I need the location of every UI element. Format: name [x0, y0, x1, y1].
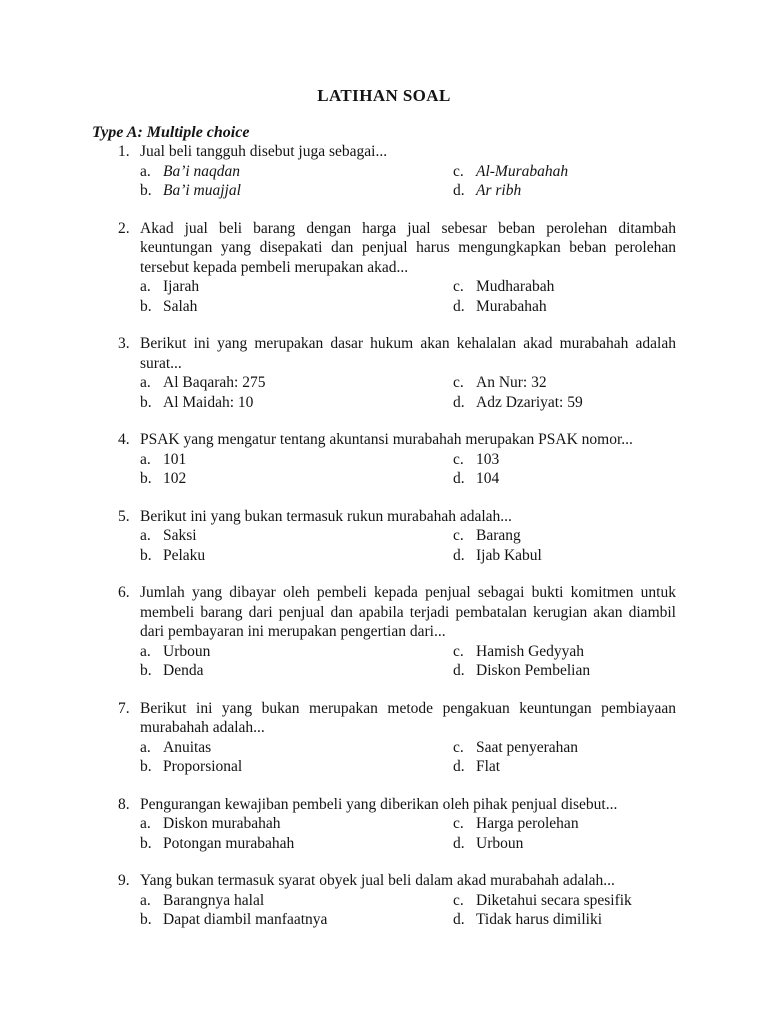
option-item: [140, 891, 453, 911]
question-item: [92, 871, 676, 930]
option-item: [453, 891, 676, 911]
option-letter: a.: [140, 162, 151, 180]
option-text: Urboun: [476, 834, 524, 852]
option-letter: c.: [453, 162, 464, 180]
option-letter: b.: [140, 297, 152, 315]
option-text: 104: [476, 470, 500, 487]
question-number: 6.: [118, 584, 130, 601]
question-row: [92, 219, 676, 278]
question-number: 3.: [118, 335, 130, 352]
option-letter: a.: [140, 450, 151, 468]
option-item: [453, 834, 676, 854]
option-letter: a.: [140, 374, 151, 391]
option-item: [140, 297, 453, 317]
option-item: [453, 526, 676, 546]
question-number: 7.: [118, 699, 130, 717]
option-text: Mudharabah: [476, 278, 555, 295]
option-item: [140, 450, 453, 470]
question-number: 1.: [118, 143, 130, 160]
option-letter: d.: [453, 182, 465, 199]
option-letter: d.: [453, 662, 465, 679]
option-text: Diskon murabahah: [163, 815, 281, 832]
option-text: Hamish Gedyyah: [476, 642, 585, 660]
option-item: [453, 393, 676, 413]
question-text: Pengurangan kewajiban pembeli yang diberikan oleh pihak penjual disebut...: [140, 795, 618, 813]
option-letter: d.: [453, 758, 465, 775]
option-item: [140, 469, 453, 489]
question-text: Jumlah yang dibayar oleh pembeli kepada penjual sebagai bukti komitmen untuk membeli barang dari penjual dan apabila terjadi pembatalan kerugian akan diambil dari pembayaran ini merupakan pengertian dari...: [140, 584, 676, 640]
question-text: PSAK yang mengatur tentang akuntansi murabahah merupakan PSAK nomor...: [140, 431, 633, 448]
option-text: Ijarah: [163, 278, 200, 295]
option-item: [140, 757, 453, 777]
option-text: Ba’i naqdan: [163, 162, 241, 180]
option-letter: c.: [453, 738, 464, 756]
question-number: 8.: [118, 795, 130, 813]
question-number: 2.: [118, 219, 130, 237]
option-letter: d.: [453, 911, 465, 928]
option-item: [453, 181, 676, 201]
section-heading: Type A: Multiple choice: [92, 123, 250, 141]
question-item: [92, 507, 676, 566]
option-item: [453, 661, 676, 681]
option-item: [140, 834, 453, 854]
option-letter: a.: [140, 527, 151, 544]
option-text: Denda: [163, 662, 204, 679]
option-letter: a.: [140, 278, 151, 295]
option-item: [453, 297, 676, 317]
option-item: [453, 546, 676, 566]
question-text: Akad jual beli barang dengan harga jual sebesar beban perolehan ditambah keuntungan yang disepakati dan penjual harus mengungkapkan beban perolehan tersebut kepada pembeli merupakan akad...: [140, 219, 676, 276]
document-title: LATIHAN SOAL: [317, 86, 451, 105]
question-text: Berikut ini yang bukan termasuk rukun murabahah adalah...: [140, 507, 512, 525]
option-grid: [140, 526, 676, 565]
option-letter: b.: [140, 662, 152, 679]
question-item: [92, 699, 676, 777]
option-grid: [140, 738, 676, 777]
option-text: Flat: [476, 758, 501, 775]
option-item: [453, 277, 676, 297]
question-row: [92, 142, 676, 162]
option-letter: c.: [453, 815, 464, 832]
option-letter: b.: [140, 546, 152, 564]
question-text: Jual beli tangguh disebut juga sebagai...: [140, 143, 388, 160]
option-text: Al-Murabahah: [476, 162, 569, 180]
option-text: Potongan murabahah: [163, 834, 295, 852]
option-item: [140, 162, 453, 182]
question-item: [92, 430, 676, 489]
option-letter: b.: [140, 758, 152, 775]
option-item: [453, 738, 676, 758]
option-text: Diketahui secara spesifik: [476, 891, 632, 909]
option-letter: a.: [140, 738, 151, 756]
option-letter: d.: [453, 297, 465, 315]
option-text: Al Maidah: 10: [163, 393, 254, 411]
question-item: [92, 795, 676, 854]
option-item: [140, 393, 453, 413]
option-text: Harga perolehan: [476, 815, 579, 832]
option-text: Al Baqarah: 275: [163, 374, 266, 391]
option-item: [140, 526, 453, 546]
option-item: [453, 450, 676, 470]
option-item: [453, 162, 676, 182]
question-row: [92, 507, 676, 527]
option-item: [453, 469, 676, 489]
option-item: [140, 181, 453, 201]
question-text: Yang bukan termasuk syarat obyek jual beli dalam akad murabahah adalah...: [140, 872, 615, 889]
option-letter: a.: [140, 815, 151, 832]
option-text: Ijab Kabul: [476, 546, 542, 564]
option-letter: b.: [140, 834, 152, 852]
option-letter: a.: [140, 891, 151, 909]
question-text: Berikut ini yang bukan merupakan metode pengakuan keuntungan pembiayaan murabahah adalah...: [140, 699, 676, 736]
option-grid: [140, 373, 676, 412]
option-letter: c.: [453, 450, 464, 468]
option-text: Pelaku: [163, 546, 206, 564]
option-letter: d.: [453, 393, 465, 411]
option-letter: c.: [453, 374, 464, 391]
question-item: [92, 334, 676, 412]
option-text: Ba’i muajjal: [163, 182, 241, 199]
option-item: [140, 814, 453, 834]
option-grid: [140, 814, 676, 853]
option-text: Saat penyerahan: [476, 738, 578, 756]
option-letter: b.: [140, 393, 152, 411]
option-letter: d.: [453, 834, 465, 852]
option-text: Barangnya halal: [163, 891, 265, 909]
option-text: Dapat diambil manfaatnya: [163, 911, 328, 928]
question-text: Berikut ini yang merupakan dasar hukum akan kehalalan akad murabahah adalah surat...: [140, 335, 676, 372]
question-item: [92, 142, 676, 201]
option-letter: b.: [140, 911, 152, 928]
question-number: 4.: [118, 431, 130, 448]
question-list: [92, 142, 676, 930]
option-grid: [140, 450, 676, 489]
option-text: 101: [163, 450, 187, 468]
option-item: [453, 814, 676, 834]
question-item: [92, 219, 676, 317]
option-text: Ar ribh: [476, 182, 522, 199]
option-text: Diskon Pembelian: [476, 662, 591, 679]
option-letter: d.: [453, 470, 465, 487]
question-item: [92, 583, 676, 681]
option-item: [453, 757, 676, 777]
question-number: 9.: [118, 872, 130, 889]
option-letter: b.: [140, 470, 152, 487]
option-letter: a.: [140, 642, 151, 660]
option-item: [140, 546, 453, 566]
option-item: [140, 910, 453, 930]
option-item: [140, 277, 453, 297]
option-item: [140, 373, 453, 393]
option-text: An Nur: 32: [476, 374, 547, 391]
option-grid: [140, 277, 676, 316]
option-text: 103: [476, 450, 500, 468]
option-item: [453, 910, 676, 930]
option-text: Murabahah: [476, 297, 547, 315]
option-letter: d.: [453, 546, 465, 564]
option-letter: b.: [140, 182, 152, 199]
option-item: [453, 642, 676, 662]
question-number: 5.: [118, 507, 130, 525]
option-text: Salah: [163, 297, 198, 315]
option-grid: [140, 162, 676, 201]
option-item: [140, 661, 453, 681]
option-text: Barang: [476, 527, 521, 544]
option-text: Saksi: [163, 527, 197, 544]
question-row: [92, 795, 676, 815]
option-text: Anuitas: [163, 738, 212, 756]
option-item: [140, 642, 453, 662]
option-grid: [140, 642, 676, 681]
option-text: Tidak harus dimiliki: [476, 911, 603, 928]
option-letter: c.: [453, 527, 464, 544]
option-text: 102: [163, 470, 187, 487]
option-letter: c.: [453, 278, 464, 295]
question-row: [92, 334, 676, 373]
option-letter: c.: [453, 891, 464, 909]
question-row: [92, 699, 676, 738]
question-row: [92, 430, 676, 450]
option-text: Urboun: [163, 642, 211, 660]
question-row: [92, 583, 676, 642]
question-row: [92, 871, 676, 891]
option-text: Adz Dzariyat: 59: [476, 393, 583, 411]
option-item: [453, 373, 676, 393]
option-item: [140, 738, 453, 758]
option-letter: c.: [453, 642, 464, 660]
option-text: Proporsional: [163, 758, 243, 775]
option-grid: [140, 891, 676, 930]
